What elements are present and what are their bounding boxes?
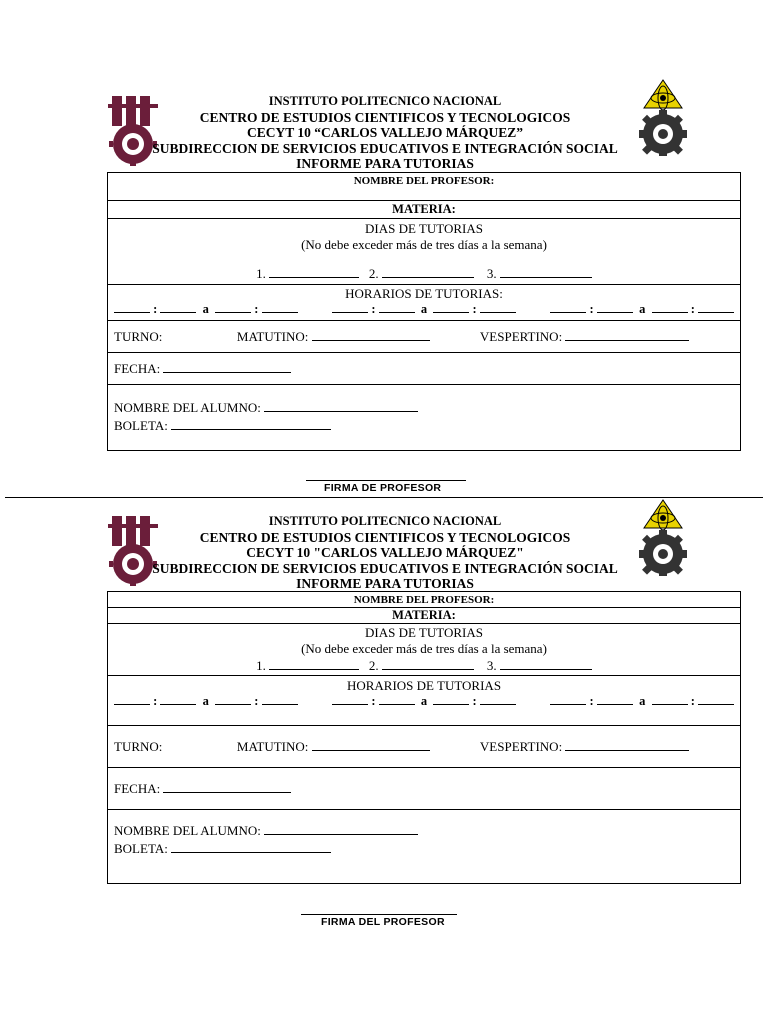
schedule-title: HORARIOS DE TUTORIAS:: [345, 286, 503, 301]
shift-label: TURNO:: [114, 329, 163, 344]
institution-name: INSTITUTO POLITECNICO NACIONAL: [268, 94, 502, 108]
day-3-field[interactable]: [500, 657, 592, 670]
day-2-label: 2.: [368, 266, 379, 281]
signature-line[interactable]: [301, 914, 457, 915]
day-3-label: 3.: [486, 658, 497, 673]
day-2-field[interactable]: [382, 657, 474, 670]
date-cell: [108, 353, 741, 385]
student-id-field[interactable]: [171, 840, 331, 853]
signature-label: FIRMA DE PROFESOR: [324, 482, 442, 494]
subject-label[interactable]: MATERIA:: [108, 608, 741, 624]
institution-name: INSTITUTO POLITECNICO NACIONAL: [268, 514, 502, 528]
days-fields: [114, 265, 734, 282]
shift-cell: [108, 321, 741, 353]
subdirection-name: SUBDIRECCION DE SERVICIOS EDUCATIVOS E INTEGRACIÓN SOCIAL: [152, 560, 618, 576]
day-3-label: 3.: [486, 266, 497, 281]
date-field[interactable]: [163, 780, 291, 793]
student-name-label: NOMBRE DEL ALUMNO:: [114, 823, 261, 838]
subject-label[interactable]: MATERIA:: [108, 201, 741, 219]
day-1-field[interactable]: [269, 657, 359, 670]
day-1-label: 1.: [256, 658, 266, 673]
cecyt-gear-logo: [632, 498, 694, 576]
subdirection-name: SUBDIRECCION DE SERVICIOS EDUCATIVOS E INTEGRACIÓN SOCIAL: [152, 140, 618, 156]
schedule-title: HORARIOS DE TUTORIAS: [346, 678, 502, 693]
evening-label: VESPERTINO:: [479, 329, 563, 344]
morning-field[interactable]: [312, 328, 430, 341]
student-name-field[interactable]: [264, 822, 418, 835]
student-cell: [108, 810, 741, 884]
schedule-cell: [108, 285, 741, 321]
form-table: [107, 172, 741, 451]
morning-label: MATUTINO:: [236, 739, 309, 754]
form-header: [150, 94, 620, 172]
days-note: (No debe exceder más de tres días a la semana): [301, 641, 547, 656]
student-cell: [108, 385, 741, 451]
day-3-field[interactable]: [500, 265, 592, 278]
shift-cell: [108, 726, 741, 768]
morning-field[interactable]: [312, 738, 430, 751]
student-name-label: NOMBRE DEL ALUMNO:: [114, 400, 261, 415]
date-label: FECHA:: [114, 361, 161, 376]
student-name-field[interactable]: [264, 399, 418, 412]
student-id-field[interactable]: [171, 417, 331, 430]
evening-field[interactable]: [565, 738, 689, 751]
evening-label: VESPERTINO:: [479, 739, 563, 754]
center-name: CENTRO DE ESTUDIOS CIENTIFICOS Y TECNOLOGICOS: [199, 529, 571, 545]
signature-line[interactable]: [306, 480, 466, 481]
shift-label: TURNO:: [114, 739, 163, 754]
date-cell: [108, 768, 741, 810]
student-id-label: BOLETA:: [114, 418, 168, 433]
days-cell: [108, 624, 741, 676]
cecyt-gear-logo: [632, 78, 694, 156]
cecyt-name: CECYT 10 “CARLOS VALLEJO MÁRQUEZ”: [246, 125, 524, 140]
cecyt-name: CECYT 10 "CARLOS VALLEJO MÁRQUEZ": [246, 545, 524, 560]
morning-label: MATUTINO:: [236, 329, 309, 344]
date-field[interactable]: [163, 360, 291, 373]
day-2-field[interactable]: [382, 265, 474, 278]
days-fields: [114, 657, 734, 674]
signature-label: FIRMA DEL PROFESOR: [321, 916, 445, 928]
days-note: (No debe exceder más de tres días a la semana): [301, 237, 547, 252]
form-table: [107, 591, 741, 884]
day-1-label: 1.: [256, 266, 266, 281]
teacher-name-label[interactable]: NOMBRE DEL PROFESOR:: [108, 592, 741, 608]
date-label: FECHA:: [114, 781, 161, 796]
days-title: DIAS DE TUTORIAS: [365, 221, 483, 236]
form-title: INFORME PARA TUTORIAS: [296, 576, 474, 591]
teacher-name-label[interactable]: NOMBRE DEL PROFESOR:: [108, 173, 741, 201]
form-title: INFORME PARA TUTORIAS: [296, 156, 474, 171]
day-1-field[interactable]: [269, 265, 359, 278]
schedule-fields[interactable]: : a : : a : : a :: [114, 302, 734, 319]
days-title: DIAS DE TUTORIAS: [365, 625, 483, 640]
schedule-fields[interactable]: : a : : a : : a :: [114, 694, 734, 711]
center-name: CENTRO DE ESTUDIOS CIENTIFICOS Y TECNOLOGICOS: [199, 109, 571, 125]
student-id-label: BOLETA:: [114, 841, 168, 856]
evening-field[interactable]: [565, 328, 689, 341]
schedule-cell: [108, 676, 741, 726]
days-cell: [108, 219, 741, 285]
day-2-label: 2.: [368, 658, 379, 673]
form-header: [150, 514, 620, 592]
